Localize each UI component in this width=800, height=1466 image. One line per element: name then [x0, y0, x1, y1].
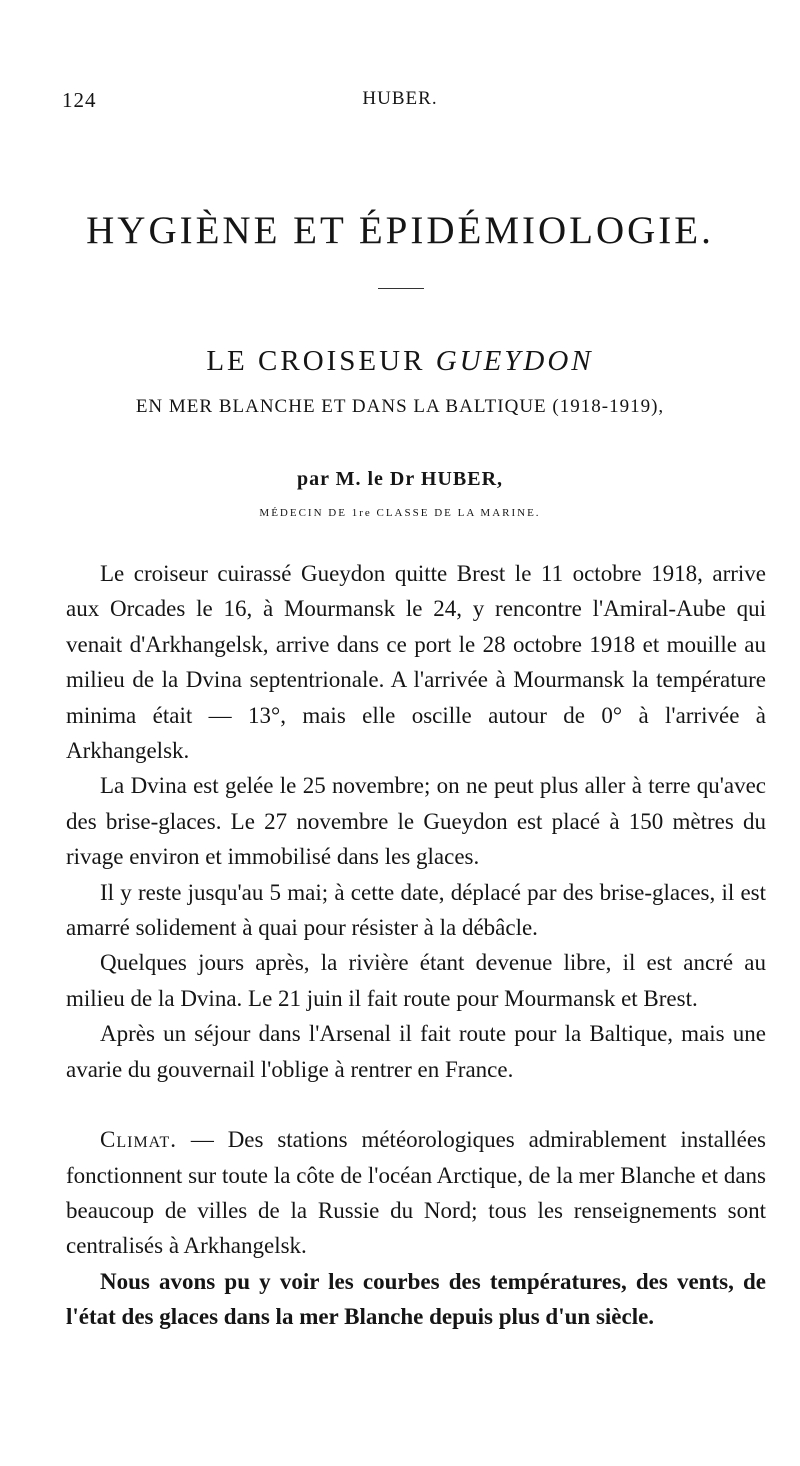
page-header	[62, 88, 738, 116]
paragraph: Il y reste jusqu'au 5 mai; à cette date, déplacé par des brise-glaces, il est amarré solidement à quai pour résister à la débâcle.	[66, 879, 766, 941]
paragraph: La Dvina est gelée le 25 novembre; on ne peut plus aller à terre qu'avec des brise-glaces. Le 27 novembre le Gueydon est placé à 150 mètres du rivage environ et immobilisé dans les glaces.	[66, 773, 766, 870]
section-title: HYGIÈNE ET ÉPIDÉMIOLOGIE.	[86, 209, 714, 252]
running-head: HUBER.	[362, 88, 438, 109]
article-body	[66, 556, 766, 1335]
article-title-ship: GUEYDON	[435, 345, 594, 377]
paragraph: Quelques jours après, la rivière étant devenue libre, il est ancré au milieu de la Dvina. Le 21 juin il fait route pour Mourmansk et Brest.	[66, 950, 766, 1011]
section-divider	[378, 288, 424, 289]
article-title	[0, 345, 800, 378]
paragraph: Nous avons pu y voir les courbes des températures, des vents, de l'état des glaces dans la mer Blanche depuis plus d'un siècle.	[66, 1268, 766, 1330]
climat-text: — Des stations météorologiques admirablement installées fonctionnent sur toute la côte de l'océan Arctique, de la mer Blanche et dans beaucoup de villes de la Russie du Nord; tous les renseignements sont centralisés à Arkhangelsk.	[66, 1127, 766, 1259]
article-subtitle: EN MER BLANCHE ET DANS LA BALTIQUE (1918-1919),	[135, 396, 665, 417]
climat-paragraph	[66, 1122, 766, 1264]
page-number: 124	[62, 88, 97, 112]
climat-heading: Climat.	[100, 1127, 177, 1153]
article-title-prefix: LE CROISEUR	[206, 345, 436, 377]
paragraph: Après un séjour dans l'Arsenal il fait route pour la Baltique, mais une avarie du gouvernail l'oblige à rentrer en France.	[66, 1021, 766, 1082]
paragraph: Le croiseur cuirassé Gueydon quitte Brest le 11 octobre 1918, arrive aux Orcades le 16, à Mourmansk le 24, y rencontre l'Amiral-Aube qui venait d'Arkhangelsk, arrive dans ce port le 28 octobre 1918 et mouille au milieu de la Dvina septentrionale. A l'arrivée à Mourmansk la température minima était — 13°, mais elle oscille autour de 0° à l'arrivée à Arkhangelsk.	[66, 561, 766, 764]
author-line: par M. le Dr HUBER,	[296, 468, 504, 490]
author-affiliation: MÉDECIN DE 1re CLASSE DE LA MARINE.	[259, 507, 541, 519]
